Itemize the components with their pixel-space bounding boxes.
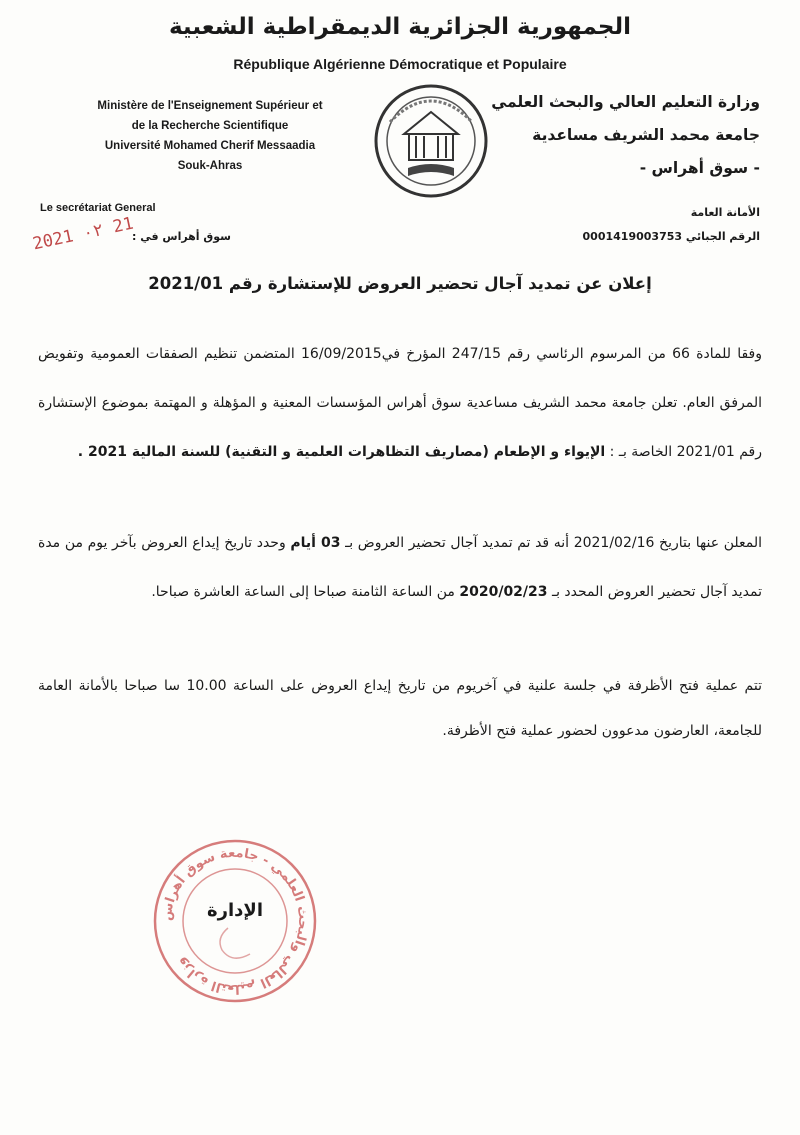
date-stamp: 2021 ٠٢ 21 xyxy=(31,213,136,255)
notice-title: إعلان عن تمديد آجال تحضير العروض للإستشارة رقم 2021/01 xyxy=(148,274,652,293)
paragraph-1-text: وفقا للمادة 66 من المرسوم الرئاسي رقم 247/15 المؤرخ في16/09/2015 المتضمن تنظيم الصفقات العمومية وتفويض المرفق العام. تعلن جامعة محمد الشريف مساعدية سوق أهراس المؤسسات المعنية و المؤهلة و المهتمة بموضوع الإستشارة رقم 2021/01 الخاصة بـ : xyxy=(38,346,763,460)
official-seal-icon xyxy=(150,836,320,1006)
extension-days: 03 أيام xyxy=(290,535,341,551)
paragraph-2-text-b: وحدد تاريخ إيداع العروض بآخر يوم من مدة تمديد آجال تحضير العروض المحدد بـ xyxy=(38,535,762,600)
ministry-line-1: Ministère de l'Enseignement Supérieur et xyxy=(97,100,323,112)
tax-number-value: 0001419003753 xyxy=(582,230,683,243)
ministry-line-2: de la Recherche Scientifique xyxy=(131,120,289,132)
notice-paragraph-1 xyxy=(38,330,762,477)
republic-title-ar: الجمهورية الجزائرية الديمقراطية الشعبية xyxy=(168,14,632,40)
republic-title-fr: République Algérienne Démocratique et Populaire xyxy=(233,56,567,72)
seal-center-label: الإدارة xyxy=(207,900,263,921)
ministry-line-ar: وزارة التعليم العالي والبحث العلمي xyxy=(491,93,760,111)
ministry-header-ar xyxy=(460,86,760,185)
university-name-ar: جامعة محمد الشريف مساعدية xyxy=(532,126,760,144)
city-ar: - سوق أهراس - xyxy=(639,159,760,177)
consultation-subject: الإيواء و الإطعام (مصاريف التظاهرات العلمية و التقنية) للسنة المالية 2021 . xyxy=(77,444,606,460)
city-fr: Souk-Ahras xyxy=(177,160,243,172)
university-name-fr: Université Mohamed Cherif Messaadia xyxy=(104,140,316,152)
tax-number xyxy=(583,230,760,243)
ministry-header-fr xyxy=(60,96,360,176)
secretariat-fr: Le secrétariat General xyxy=(40,202,156,214)
notice-paragraph-3: تتم عملية فتح الأظرفة في جلسة علنية في آخريوم من تاريخ إيداع العروض على الساعة 10.00 سا صباحا بالأمانة العامة للجامعة، العارضون مدعوون لحضور عملية فتح الأظرفة. xyxy=(38,678,762,739)
seal-ring-text: وزارة التعليم العالي والبحث العلمي - جامعة سوق أهراس xyxy=(159,845,311,997)
paragraph-2-text-c: من الساعة الثامنة صباحا إلى الساعة العاشرة صباحا. xyxy=(151,584,455,600)
deadline-date: 2020/02/23 xyxy=(459,584,548,600)
notice-paragraph-2 xyxy=(38,519,762,617)
paragraph-2-text-a: المعلن عنها بتاريخ 2021/02/16 أنه قد تم تمديد آجال تحضير العروض بـ xyxy=(345,535,762,551)
tax-number-label: الرقم الجبائي xyxy=(685,230,760,243)
secretariat-ar: الأمانة العامة xyxy=(690,206,760,219)
place-date-label: سوق أهراس في : xyxy=(132,230,231,243)
